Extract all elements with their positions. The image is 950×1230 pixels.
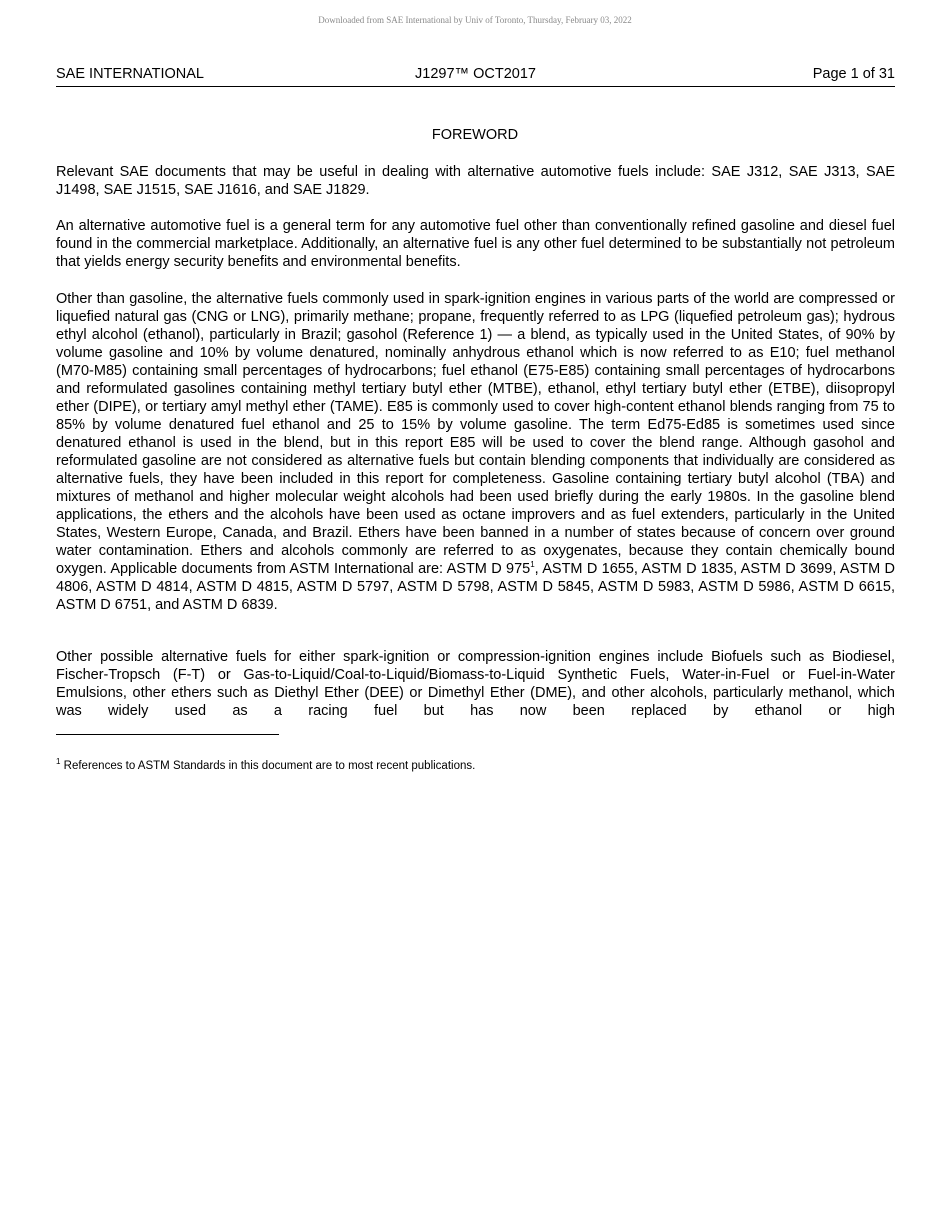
- page-header: [56, 66, 895, 87]
- footnote-reference: 1: [530, 560, 535, 569]
- section-title: FOREWORD: [431, 127, 519, 143]
- footnote-text: References to ASTM Standards in this document are to most recent publications.: [63, 760, 476, 772]
- paragraph-related-documents: Relevant SAE documents that may be useful in dealing with alternative automotive fuels include: SAE J312, SAE J313, SAE J1498, SAE J1515, SAE J1616, and SAE J1829.: [56, 164, 895, 198]
- header-organization: SAE INTERNATIONAL: [56, 66, 204, 82]
- download-watermark: Downloaded from SAE International by Univ of Toronto, Thursday, February 03, 2022: [318, 15, 632, 25]
- footnote-number: 1: [56, 757, 61, 766]
- paragraph-definition: An alternative automotive fuel is a general term for any automotive fuel other than conventionally refined gasoline and diesel fuel found in the commercial marketplace. Additionally, an alternative fuel is any other fuel determined to be substantially not petroleum that yields energy security benefits and environmental benefits.: [56, 218, 895, 270]
- paragraph-alternative-fuels: [56, 290, 895, 614]
- footnote: [56, 757, 476, 772]
- paragraph-text: Other than gasoline, the alternative fuels commonly used in spark-ignition engines in various parts of the world are compressed or liquefied natural gas (CNG or LNG), primarily methane; propane, frequently referred to as LPG (liquefied petroleum gas); hydrous ethyl alcohol (ethanol), particularly in Brazil; gasohol (Reference 1) — a blend, as typically used in the United States, of 90% by volume gasoline and 10% by volume denatured, nominally anhydrous ethanol which is now referred to as E10; fuel methanol (M70-M85) containing small percentages of hydrocarbons; fuel ethanol (E75-E85) containing small percentages of hydrocarbons and reformulated gasolines containing methyl tertiary butyl ether (MTBE), ethanol, ethyl tertiary butyl ether (ETBE), diisopropyl ether (DIPE), or tertiary amyl methyl ether (TAME). E85 is commonly used to cover high-content ethanol blends ranging from 75 to 85% by volume denatured fuel ethanol and 25 to 15% by volume gasoline. The term Ed75-Ed85 is sometimes used since denatured ethanol is used in the blend, but in this report E85 will be used to cover the blend range. Although gasohol and reformulated gasoline are not considered as alternative fuels but contain blending components that individually are considered as alternative fuels, they have been included in this report for completeness. Gasoline containing tertiary butyl alcohol (TBA) and mixtures of methanol and higher molecular weight alcohols had been used briefly during the early 1980s. In the gasoline blend applications, the ethers and the alcohols have been used as octane improvers and as fuel extenders, particularly in the United States, Western Europe, Canada, and Brazil. Ethers have been banned in a number of states because of concern over ground water contamination. Ethers and alcohols commonly are referred to as oxygenates, because they contain chemically bound oxygen. Applicable documents from ASTM International are: ASTM D 975: [56, 291, 895, 577]
- paragraph-other-fuels: Other possible alternative fuels for either spark-ignition or compression-ignition engines include Biofuels such as Biodiesel, Fischer-Tropsch (F-T) or Gas-to-Liquid/Coal-to-Liquid/Biomass-to-Liquid Synthetic Fuels, Water-in-Fuel or Fuel-in-Water Emulsions, other ethers such as Diethyl Ether (DEE) or Dimethyl Ether (DME), and other alcohols, particularly methanol, which was widely used as a racing fuel but has now been replaced by ethanol or high: [56, 649, 895, 719]
- footnote-separator: [56, 734, 279, 735]
- paragraph-text-continued: , ASTM D 1655, ASTM D 1835, ASTM D 3699, ASTM D 4806, ASTM D 4814, ASTM D 4815, ASTM D 5797, ASTM D 5798, ASTM D 5845, ASTM D 5983, ASTM D 5986, ASTM D 6615, ASTM D 6751, and ASTM D 6839.: [56, 561, 895, 613]
- header-document-id: J1297™ OCT2017: [415, 66, 536, 82]
- header-page-number: Page 1 of 31: [812, 66, 895, 82]
